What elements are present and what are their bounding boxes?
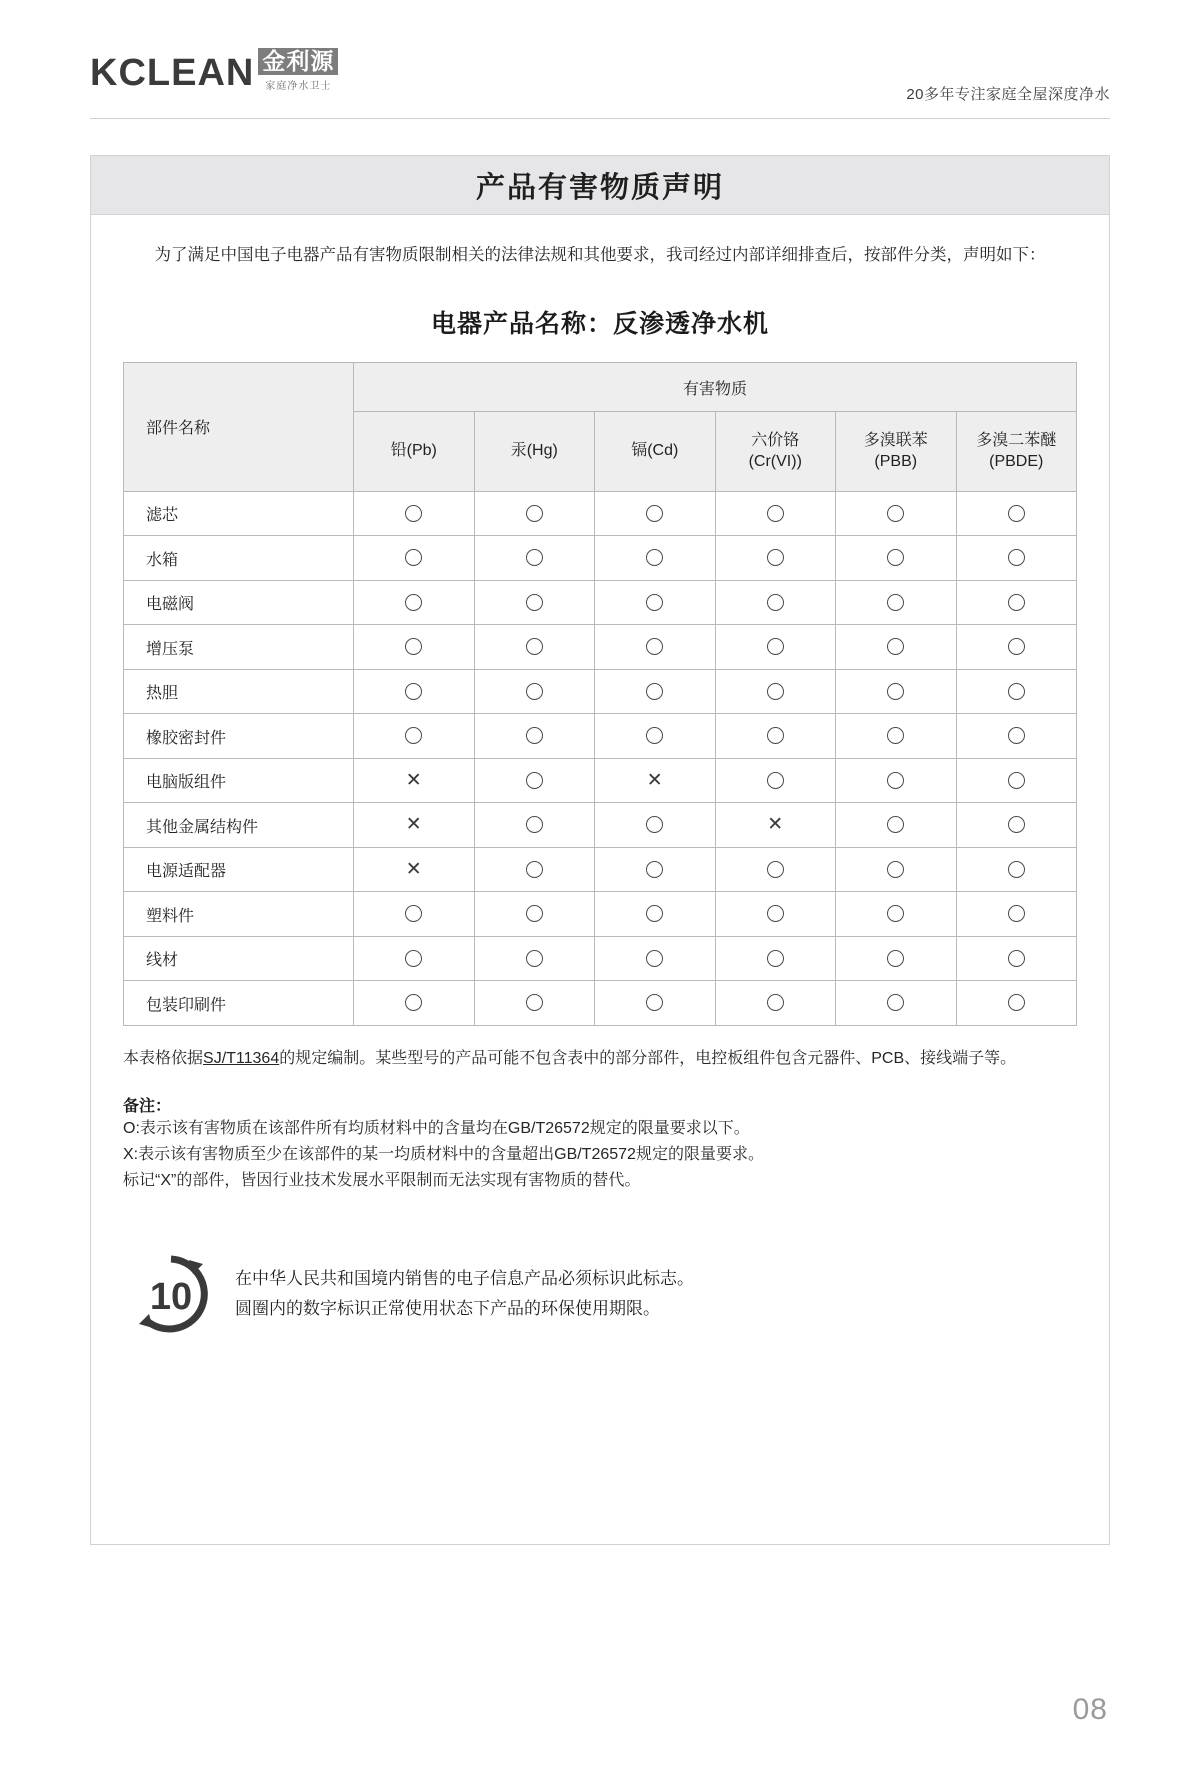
- part-name-cell: 包装印刷件: [124, 981, 354, 1026]
- table-row: [124, 491, 1077, 536]
- circle-icon: [887, 816, 904, 833]
- circle-icon: [405, 594, 422, 611]
- mark-circle-cell: [354, 580, 475, 625]
- table-body: [124, 491, 1077, 1025]
- mark-circle-cell: [956, 892, 1077, 937]
- circle-icon: [526, 994, 543, 1011]
- mark-circle-cell: [715, 936, 836, 981]
- standard-note-suffix: 的规定编制。某些型号的产品可能不包含表中的部分部件，电控板组件包含元器件、PCB、接线端子等。: [279, 1049, 1017, 1067]
- mark-circle-cell: [715, 669, 836, 714]
- remark-line-x: X:表示该有害物质至少在该部件的某一均质材料中的含量超出GB/T26572规定的限量要求。: [123, 1146, 764, 1164]
- mark-circle-cell: [474, 892, 595, 937]
- page-number: 08: [1072, 1693, 1108, 1726]
- circle-icon: [1008, 638, 1025, 655]
- circle-icon: [767, 905, 784, 922]
- circle-icon: [1008, 683, 1025, 700]
- mark-circle-cell: [956, 758, 1077, 803]
- circle-icon: [767, 861, 784, 878]
- mark-circle-cell: [836, 669, 957, 714]
- mark-circle-cell: [715, 580, 836, 625]
- mark-circle-cell: [836, 847, 957, 892]
- circle-icon: [646, 505, 663, 522]
- cross-icon: ✕: [646, 769, 663, 791]
- part-name-cell: 增压泵: [124, 625, 354, 670]
- logo-chinese-block: [258, 48, 338, 92]
- page-title: 产品有害物质声明: [475, 171, 724, 204]
- header-hazardous-substances: 有害物质: [354, 362, 1077, 411]
- part-name-cell: 其他金属结构件: [124, 803, 354, 848]
- circle-icon: [526, 950, 543, 967]
- circle-icon: [1008, 772, 1025, 789]
- mark-circle-cell: [956, 936, 1077, 981]
- mark-circle-cell: [956, 580, 1077, 625]
- mark-circle-cell: [956, 714, 1077, 759]
- mark-circle-cell: [595, 536, 716, 581]
- mark-circle-cell: [474, 580, 595, 625]
- circle-icon: [887, 772, 904, 789]
- header-divider: [90, 118, 1110, 119]
- circle-icon: [646, 594, 663, 611]
- circle-icon: [526, 816, 543, 833]
- mark-cross-cell: [354, 847, 475, 892]
- mark-circle-cell: [595, 580, 716, 625]
- mark-circle-cell: [956, 491, 1077, 536]
- circle-icon: [646, 994, 663, 1011]
- circle-icon: [887, 683, 904, 700]
- mark-circle-cell: [595, 491, 716, 536]
- cross-icon: ✕: [405, 769, 422, 791]
- mark-circle-cell: [474, 936, 595, 981]
- circle-icon: [887, 905, 904, 922]
- circle-icon: [1008, 994, 1025, 1011]
- mark-circle-cell: [956, 669, 1077, 714]
- mark-circle-cell: [595, 936, 716, 981]
- hazardous-substance-table: [123, 362, 1077, 1026]
- mark-circle-cell: [956, 981, 1077, 1026]
- circle-icon: [646, 950, 663, 967]
- circle-icon: [405, 549, 422, 566]
- mark-circle-cell: [595, 892, 716, 937]
- mark-circle-cell: [715, 847, 836, 892]
- part-name-cell: 热胆: [124, 669, 354, 714]
- mark-circle-cell: [836, 892, 957, 937]
- circle-icon: [646, 549, 663, 566]
- circle-icon: [526, 638, 543, 655]
- mark-circle-cell: [354, 936, 475, 981]
- part-name-cell: 线材: [124, 936, 354, 981]
- remark-line-o: O:表示该有害物质在该部件所有均质材料中的含量均在GB/T26572规定的限量要求以下。: [123, 1120, 750, 1138]
- mark-circle-cell: [715, 536, 836, 581]
- circle-icon: [767, 772, 784, 789]
- circle-icon: [526, 861, 543, 878]
- circle-icon: [767, 994, 784, 1011]
- table-row: [124, 625, 1077, 670]
- declaration-panel: [90, 155, 1110, 1545]
- circle-icon: [526, 594, 543, 611]
- circle-icon: [646, 638, 663, 655]
- cross-icon: ✕: [767, 814, 784, 836]
- mark-circle-cell: [836, 803, 957, 848]
- table-row: [124, 847, 1077, 892]
- circle-icon: [767, 950, 784, 967]
- mark-circle-cell: [836, 580, 957, 625]
- circle-icon: [767, 638, 784, 655]
- circle-icon: [405, 994, 422, 1011]
- mark-circle-cell: [354, 981, 475, 1026]
- circle-icon: [405, 683, 422, 700]
- circle-icon: [1008, 594, 1025, 611]
- cross-icon: ✕: [405, 858, 422, 880]
- circle-icon: [767, 594, 784, 611]
- circle-icon: [1008, 505, 1025, 522]
- header-tagline: 20多年专注家庭全屋深度净水: [906, 86, 1110, 103]
- table-row: [124, 892, 1077, 937]
- circle-icon: [405, 505, 422, 522]
- logo-chinese-name: 金利源: [258, 48, 338, 75]
- mark-circle-cell: [474, 981, 595, 1026]
- logo-wordmark: KCLEAN: [90, 52, 255, 95]
- mark-cross-cell: [715, 803, 836, 848]
- mark-circle-cell: [354, 892, 475, 937]
- part-name-cell: 水箱: [124, 536, 354, 581]
- mark-circle-cell: [595, 669, 716, 714]
- mark-circle-cell: [474, 847, 595, 892]
- mark-circle-cell: [354, 714, 475, 759]
- eco-use-period-block: [123, 1252, 1077, 1336]
- mark-circle-cell: [715, 491, 836, 536]
- mark-circle-cell: [474, 803, 595, 848]
- table-row: [124, 936, 1077, 981]
- circle-icon: [767, 505, 784, 522]
- standard-note-prefix: 本表格依据: [123, 1049, 204, 1067]
- header-substance-pb: 铅(Pb): [354, 412, 475, 492]
- circle-icon: [767, 683, 784, 700]
- mark-circle-cell: [595, 803, 716, 848]
- mark-cross-cell: [354, 803, 475, 848]
- circle-icon: [526, 905, 543, 922]
- circle-icon: [646, 683, 663, 700]
- header-substance-hg: 汞(Hg): [474, 412, 595, 492]
- table-row: [124, 669, 1077, 714]
- table-row: [124, 803, 1077, 848]
- mark-circle-cell: [474, 491, 595, 536]
- remark-title: 备注：: [123, 1098, 172, 1116]
- table-head: [124, 362, 1077, 491]
- circle-icon: [887, 727, 904, 744]
- header-substance-pbb: 多溴联苯 (PBB): [836, 412, 957, 492]
- circle-icon: [767, 549, 784, 566]
- mark-circle-cell: [836, 536, 957, 581]
- circle-icon: [887, 549, 904, 566]
- circle-icon: [405, 638, 422, 655]
- header-substance-cd: 镉(Cd): [595, 412, 716, 492]
- mark-cross-cell: [354, 758, 475, 803]
- part-name-cell: 塑料件: [124, 892, 354, 937]
- circle-icon: [526, 727, 543, 744]
- mark-circle-cell: [836, 758, 957, 803]
- mark-circle-cell: [474, 758, 595, 803]
- mark-circle-cell: [956, 847, 1077, 892]
- eco-period-icon: [129, 1252, 213, 1336]
- circle-icon: [1008, 727, 1025, 744]
- circle-icon: [526, 772, 543, 789]
- eco-description: [235, 1264, 694, 1325]
- header-substance-crvi: 六价铬 (Cr(VI)): [715, 412, 836, 492]
- header-part-name: 部件名称: [124, 362, 354, 491]
- page-header: [90, 48, 1110, 110]
- standard-note: [123, 1046, 1077, 1072]
- part-name-cell: 电源适配器: [124, 847, 354, 892]
- mark-circle-cell: [956, 625, 1077, 670]
- circle-icon: [887, 594, 904, 611]
- circle-icon: [1008, 861, 1025, 878]
- mark-circle-cell: [836, 981, 957, 1026]
- circle-icon: [646, 727, 663, 744]
- table-row: [124, 758, 1077, 803]
- mark-circle-cell: [474, 714, 595, 759]
- mark-circle-cell: [715, 758, 836, 803]
- circle-icon: [646, 905, 663, 922]
- mark-circle-cell: [595, 625, 716, 670]
- remark-line-substitute: 标记“X”的部件，皆因行业技术发展水平限制而无法实现有害物质的替代。: [123, 1172, 641, 1190]
- logo-subtitle: 家庭净水卫士: [265, 81, 332, 93]
- circle-icon: [526, 683, 543, 700]
- mark-circle-cell: [474, 625, 595, 670]
- table-row: [124, 580, 1077, 625]
- declaration-body: [91, 215, 1109, 1336]
- table-row: [124, 714, 1077, 759]
- circle-icon: [646, 861, 663, 878]
- mark-circle-cell: [354, 625, 475, 670]
- eco-line-2: 圆圈内的数字标识正常使用状态下产品的环保使用期限。: [235, 1299, 660, 1319]
- circle-icon: [887, 994, 904, 1011]
- circle-icon: [405, 905, 422, 922]
- table-header-row-1: [124, 362, 1077, 411]
- brand-logo: [90, 48, 338, 95]
- mark-circle-cell: [715, 714, 836, 759]
- circle-icon: [887, 505, 904, 522]
- product-name: 电器产品名称：反渗透净水机: [430, 309, 769, 338]
- circle-icon: [1008, 549, 1025, 566]
- mark-circle-cell: [836, 625, 957, 670]
- circle-icon: [1008, 816, 1025, 833]
- circle-icon: [526, 505, 543, 522]
- mark-circle-cell: [836, 491, 957, 536]
- circle-icon: [767, 727, 784, 744]
- cross-icon: ✕: [405, 814, 422, 836]
- mark-circle-cell: [715, 625, 836, 670]
- mark-circle-cell: [956, 803, 1077, 848]
- circle-icon: [1008, 950, 1025, 967]
- mark-circle-cell: [956, 536, 1077, 581]
- circle-icon: [887, 638, 904, 655]
- header-substance-pbde: 多溴二苯醚 (PBDE): [956, 412, 1077, 492]
- mark-circle-cell: [595, 981, 716, 1026]
- part-name-cell: 滤芯: [124, 491, 354, 536]
- circle-icon: [887, 950, 904, 967]
- mark-cross-cell: [595, 758, 716, 803]
- circle-icon: [646, 816, 663, 833]
- mark-circle-cell: [595, 714, 716, 759]
- mark-circle-cell: [715, 981, 836, 1026]
- mark-circle-cell: [474, 536, 595, 581]
- circle-icon: [405, 950, 422, 967]
- mark-circle-cell: [354, 669, 475, 714]
- mark-circle-cell: [836, 714, 957, 759]
- mark-circle-cell: [836, 936, 957, 981]
- mark-circle-cell: [354, 491, 475, 536]
- declaration-title-bar: [91, 156, 1109, 215]
- eco-line-1: 在中华人民共和国境内销售的电子信息产品必须标识此标志。: [235, 1269, 694, 1289]
- remark-body: [123, 1116, 1077, 1194]
- circle-icon: [887, 861, 904, 878]
- mark-circle-cell: [474, 669, 595, 714]
- mark-circle-cell: [595, 847, 716, 892]
- mark-circle-cell: [715, 892, 836, 937]
- intro-paragraph: 为了满足中国电子电器产品有害物质限制相关的法律法规和其他要求，我司经过内部详细排查后，按部件分类，声明如下：: [154, 246, 1046, 264]
- part-name-cell: 电脑版组件: [124, 758, 354, 803]
- part-name-cell: 橡胶密封件: [124, 714, 354, 759]
- circle-icon: [1008, 905, 1025, 922]
- mark-circle-cell: [354, 536, 475, 581]
- circle-icon: [405, 727, 422, 744]
- table-row: [124, 536, 1077, 581]
- circle-icon: [526, 549, 543, 566]
- standard-note-code: SJ/T11364: [203, 1049, 280, 1067]
- svg-text:10: 10: [149, 1276, 193, 1319]
- part-name-cell: 电磁阀: [124, 580, 354, 625]
- table-row: [124, 981, 1077, 1026]
